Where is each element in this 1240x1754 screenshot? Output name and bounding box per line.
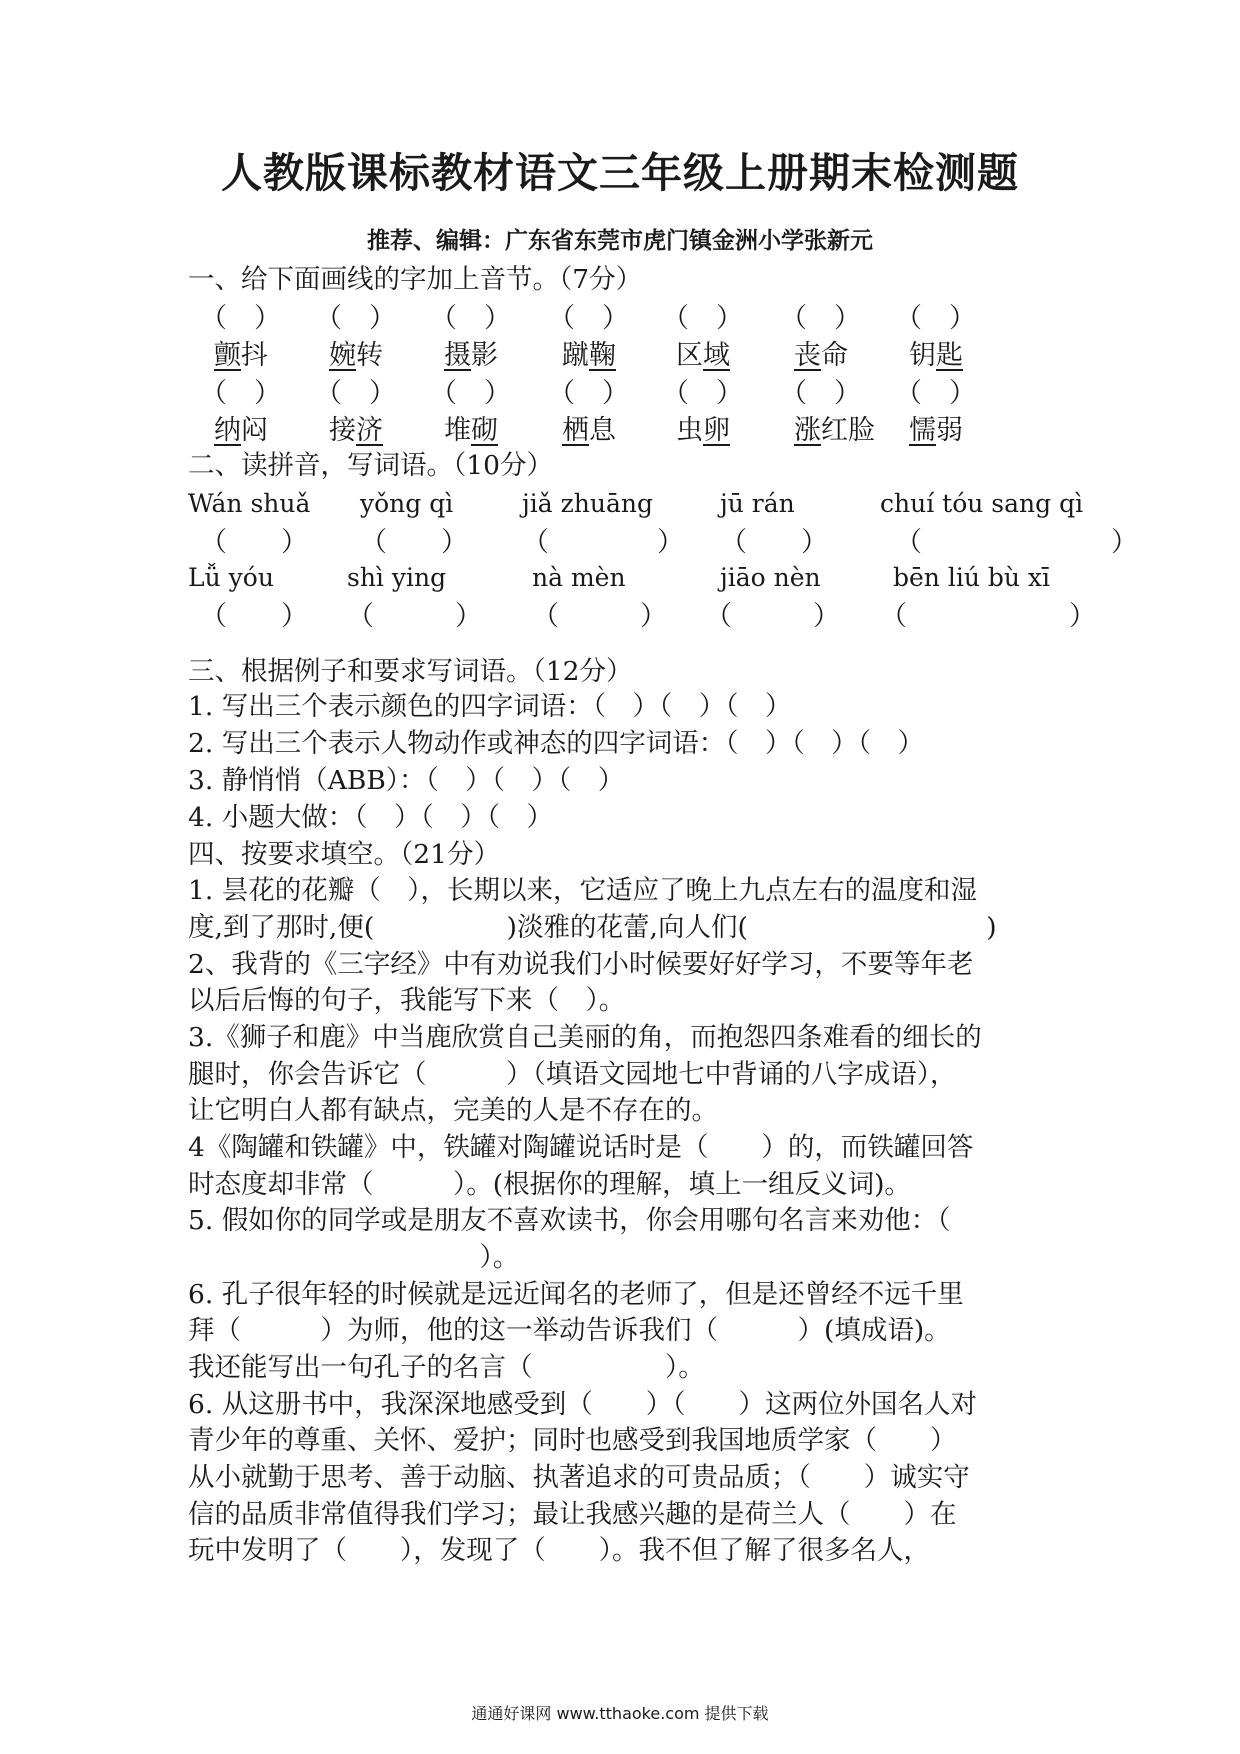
section2-heading: 二、读拼音，写词语。（10分）: [188, 450, 553, 481]
section3-heading: 三、根据例子和要求写词语。（12分）: [188, 656, 633, 687]
pinyin-prompt: chuí tóu sang qì: [880, 489, 1084, 518]
pinyin-prompt: jiāo nèn: [720, 563, 821, 592]
underlined-character: 栖: [562, 415, 589, 446]
vocab-word: [676, 412, 730, 450]
section4-line: 6. 从这册书中，我深深地感受到（ ）（ ）这两位外国名人对: [188, 1389, 977, 1420]
pinyin-answer-blank[interactable]: （ ）: [662, 378, 743, 409]
word-part: 红脸: [821, 415, 875, 446]
pinyin-answer-blank[interactable]: （ ）: [315, 378, 396, 409]
section4-line: 度,到了那时,便( )淡雅的花蕾,向人们( ): [188, 912, 997, 943]
word-answer-blank[interactable]: （ ）: [895, 527, 1138, 558]
section3-item-3: 3. 静悄悄（ABB）：（ ）（ ）（ ）: [188, 765, 625, 796]
section4-line: 从小就勤于思考、善于动脑、执著追求的可贵品质；（ ）诚实守: [188, 1462, 970, 1493]
word-answer-blank[interactable]: （ ）: [532, 601, 667, 632]
section4-line: 2、我背的《三字经》中有劝说我们小时候要好好学习，不要等年老: [188, 949, 974, 980]
underlined-character: 域: [703, 340, 730, 371]
vocab-word: [329, 337, 383, 375]
vocab-word: [444, 337, 498, 375]
pinyin-prompt: shì ying: [347, 563, 447, 592]
word-part: 影: [471, 340, 498, 371]
word-part: 区: [676, 340, 703, 371]
pinyin-answer-blank[interactable]: （ ）: [662, 303, 743, 334]
section4-line: 拜（ ）为师，他的这一举动告诉我们（ ）(填成语)。: [188, 1315, 951, 1346]
pinyin-prompt: yǒng qì: [360, 489, 454, 518]
section4-line: 腿时，你会告诉它（ ）（填语文园地七中背诵的八字成语），: [188, 1059, 957, 1090]
vocab-word: [214, 412, 268, 450]
section4-line: 玩中发明了（ ），发现了（ ）。我不但了解了很多名人，: [188, 1535, 930, 1566]
pinyin-answer-blank[interactable]: （ ）: [548, 378, 629, 409]
section4-line: 青少年的尊重、关怀、爱护；同时也感受到我国地质学家（ ）: [188, 1425, 957, 1456]
word-answer-blank[interactable]: （ ）: [522, 527, 684, 558]
word-part: 闷: [241, 415, 268, 446]
pinyin-prompt: nà mèn: [532, 563, 626, 592]
word-answer-blank[interactable]: （ ）: [720, 527, 828, 558]
underlined-character: 卵: [703, 415, 730, 446]
vocab-word: [444, 412, 498, 450]
word-part: 虫: [676, 415, 703, 446]
vocab-word: [794, 412, 875, 450]
section3-item-2: 2. 写出三个表示人物动作或神态的四字词语：（ ）（ ）（ ）: [188, 728, 924, 759]
vocab-word: [562, 412, 616, 450]
section4-line: 让它明白人都有缺点，完美的人是不存在的。: [188, 1095, 718, 1126]
section4-line: 信的品质非常值得我们学习；最让我感兴趣的是荷兰人（ ）在: [188, 1499, 957, 1530]
pinyin-answer-blank[interactable]: （ ）: [200, 303, 281, 334]
section4-heading: 四、按要求填空。（21分）: [188, 839, 500, 870]
word-part: 抖: [241, 340, 268, 371]
underlined-character: 懦: [909, 415, 936, 446]
pinyin-answer-blank[interactable]: （ ）: [780, 303, 861, 334]
pinyin-prompt: jū rán: [720, 489, 795, 518]
pinyin-answer-blank[interactable]: （ ）: [200, 378, 281, 409]
underlined-character: 鞠: [589, 340, 616, 371]
pinyin-answer-blank[interactable]: （ ）: [315, 303, 396, 334]
section4-line: 1. 昙花的花瓣（ ），长期以来，它适应了晚上九点左右的温度和湿: [188, 875, 977, 906]
section4-line: ）。: [188, 1242, 520, 1273]
section4-line: 我还能写出一句孔子的名言（ ）。: [188, 1352, 705, 1383]
pinyin-prompt: Wán shuǎ: [188, 489, 311, 518]
section4-line: 6. 孔子很年轻的时候就是远近闻名的老师了，但是还曾经不远千里: [188, 1279, 964, 1310]
vocab-word: [909, 337, 963, 375]
word-part: 转: [356, 340, 383, 371]
underlined-character: 颤: [214, 340, 241, 371]
section4-line: 时态度却非常（ ）。(根据你的理解，填上一组反义词)。: [188, 1169, 911, 1200]
page-subtitle: 推荐、编辑：广东省东莞市虎门镇金洲小学张新元: [367, 227, 873, 254]
pinyin-answer-blank[interactable]: （ ）: [430, 378, 511, 409]
pinyin-answer-blank[interactable]: （ ）: [548, 303, 629, 334]
word-part: 钥: [909, 340, 936, 371]
underlined-character: 婉: [329, 340, 356, 371]
section4-line: 3.《狮子和鹿》中当鹿欣赏自己美丽的角，而抱怨四条难看的细长的: [188, 1022, 982, 1053]
section3-item-4: 4. 小题大做：（ ）（ ）（ ）: [188, 802, 553, 833]
section1-heading: 一、给下面画线的字加上音节。（7分）: [188, 264, 643, 295]
word-answer-blank[interactable]: （ ）: [360, 527, 468, 558]
underlined-character: 济: [356, 415, 383, 446]
underlined-character: 纳: [214, 415, 241, 446]
word-answer-blank[interactable]: （ ）: [200, 601, 308, 632]
word-part: 弱: [936, 415, 963, 446]
word-part: 命: [821, 340, 848, 371]
word-answer-blank[interactable]: （ ）: [347, 601, 482, 632]
vocab-word: [329, 412, 383, 450]
word-part: 蹴: [562, 340, 589, 371]
section4-line: 5. 假如你的同学或是朋友不喜欢读书，你会用哪句名言来劝他：（: [188, 1205, 951, 1236]
word-answer-blank[interactable]: （ ）: [705, 601, 840, 632]
pinyin-prompt: bēn liú bù xī: [893, 563, 1051, 592]
pinyin-answer-blank[interactable]: （ ）: [780, 378, 861, 409]
pinyin-prompt: Lǚ yóu: [188, 563, 274, 592]
underlined-character: 丧: [794, 340, 821, 371]
pinyin-answer-blank[interactable]: （ ）: [430, 303, 511, 334]
vocab-word: [676, 337, 730, 375]
vocab-word: [794, 337, 848, 375]
footer-download-note: 通通好课网 www.tthaoke.com 提供下载: [471, 1704, 769, 1723]
pinyin-answer-blank[interactable]: （ ）: [895, 378, 976, 409]
underlined-character: 摄: [444, 340, 471, 371]
word-part: 接: [329, 415, 356, 446]
section3-item-1: 1. 写出三个表示颜色的四字词语：（ ）（ ）（ ）: [188, 691, 792, 722]
vocab-word: [909, 412, 963, 450]
underlined-character: 砌: [471, 415, 498, 446]
word-answer-blank[interactable]: （ ）: [200, 527, 308, 558]
underlined-character: 涨: [794, 415, 821, 446]
section4-line: 4《陶罐和铁罐》中，铁罐对陶罐说话时是（ ）的，而铁罐回答: [188, 1132, 974, 1163]
pinyin-prompt: jiǎ zhuāng: [522, 489, 653, 518]
pinyin-answer-blank[interactable]: （ ）: [895, 303, 976, 334]
section4-line: 以后后悔的句子，我能写下来（ ）。: [188, 985, 626, 1016]
underlined-character: 匙: [936, 340, 963, 371]
word-part: 堆: [444, 415, 471, 446]
vocab-word: [214, 337, 268, 375]
vocab-word: [562, 337, 616, 375]
word-answer-blank[interactable]: （ ）: [880, 601, 1096, 632]
word-part: 息: [589, 415, 616, 446]
page-title: 人教版课标教材语文三年级上册期末检测题: [221, 149, 1019, 197]
